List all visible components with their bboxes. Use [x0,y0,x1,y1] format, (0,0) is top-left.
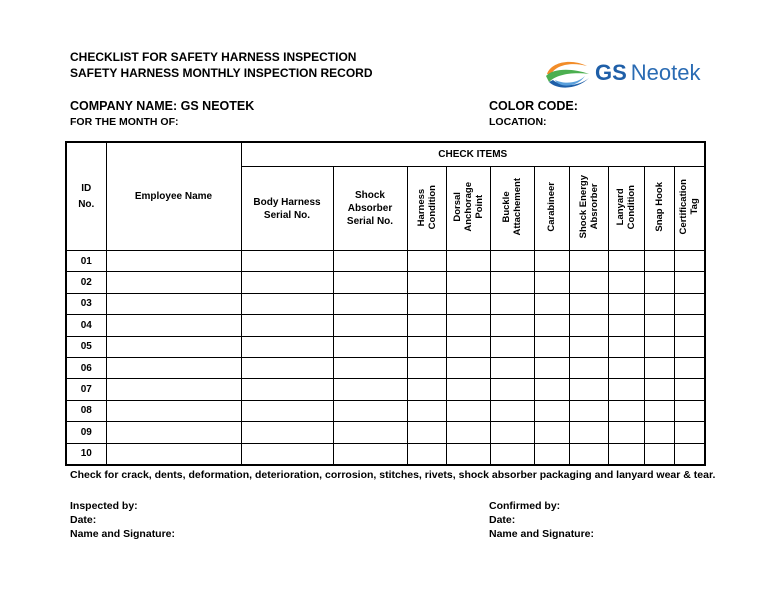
row-id: 01 [66,251,106,272]
check-cell[interactable] [490,315,534,336]
vh-text: Point [473,195,485,219]
employee-name-cell[interactable] [106,357,241,378]
buckle-attachement-header [490,167,534,251]
harness-condition-header [407,167,446,251]
check-cell[interactable] [407,293,446,314]
shock-absorber-line3: Serial No. [346,216,394,227]
employee-name-cell[interactable] [106,443,241,465]
shock-absorber-line2: Absorber [347,203,393,214]
row-id: 08 [66,400,106,421]
check-cell[interactable] [241,400,333,421]
vh-text: Attachement [512,178,523,236]
table-row [66,400,705,421]
row-id: 03 [66,293,106,314]
row-id: 10 [66,443,106,465]
inspected-by-label: Inspected by: [70,500,138,512]
check-cell[interactable] [608,400,644,421]
row-id: 04 [66,315,106,336]
check-cell[interactable] [490,293,534,314]
check-cell[interactable] [608,443,644,465]
title-line-1: CHECKLIST FOR SAFETY HARNESS INSPECTION [70,50,357,64]
check-cell[interactable] [644,336,674,357]
check-cell[interactable] [674,357,705,378]
check-cell[interactable] [569,336,608,357]
certification-tag-header [674,167,705,251]
check-cell[interactable] [490,272,534,293]
check-cell[interactable] [534,357,569,378]
check-cell[interactable] [644,443,674,465]
color-code-label: COLOR CODE: [489,99,578,113]
check-cell[interactable] [241,272,333,293]
check-cell[interactable] [333,400,407,421]
logo-text-regular: Neotek [630,60,701,85]
check-cell[interactable] [407,379,446,400]
table-row [66,336,705,357]
snap-hook-header [644,167,674,251]
check-cell[interactable] [569,315,608,336]
company-logo [543,54,733,94]
check-cell[interactable] [241,379,333,400]
vh-text: Snap Hook [653,182,665,232]
check-cell[interactable] [446,443,490,465]
check-cell[interactable] [446,336,490,357]
check-cell[interactable] [534,379,569,400]
check-cell[interactable] [644,400,674,421]
check-cell[interactable] [608,379,644,400]
table-row [66,422,705,443]
title-line-2: SAFETY HARNESS MONTHLY INSPECTION RECORD [70,66,373,80]
check-cell[interactable] [333,251,407,272]
row-id: 06 [66,357,106,378]
logo-text-bold: GS [595,60,627,85]
body-harness-header [241,167,333,251]
check-cell[interactable] [644,293,674,314]
check-cell[interactable] [241,315,333,336]
check-cell[interactable] [608,251,644,272]
check-cell[interactable] [674,251,705,272]
check-cell[interactable] [534,251,569,272]
employee-name-cell[interactable] [106,315,241,336]
check-cell[interactable] [569,443,608,465]
location-label: LOCATION: [489,116,547,128]
check-cell[interactable] [407,315,446,336]
vh-text: Lanyard [615,188,626,226]
check-cell[interactable] [674,315,705,336]
employee-name-cell[interactable] [106,293,241,314]
check-cell[interactable] [569,357,608,378]
check-cell[interactable] [333,315,407,336]
check-cell[interactable] [674,336,705,357]
date-label-right: Date: [489,514,516,526]
check-cell[interactable] [534,422,569,443]
check-cell[interactable] [644,251,674,272]
logo-text [595,60,701,86]
check-cell[interactable] [490,443,534,465]
check-cell[interactable] [490,400,534,421]
id-header-line1: ID [81,182,92,194]
check-cell[interactable] [644,422,674,443]
check-cell[interactable] [608,293,644,314]
check-cell[interactable] [608,315,644,336]
check-cell[interactable] [490,251,534,272]
check-cell[interactable] [241,422,333,443]
check-cell[interactable] [644,357,674,378]
check-cell[interactable] [644,272,674,293]
table-body [66,251,705,465]
check-cell[interactable] [534,293,569,314]
vh-text: Dorsal [451,192,463,222]
employee-name-cell[interactable] [106,272,241,293]
body-harness-line1: Body Harness [253,196,321,208]
check-cell[interactable] [490,422,534,443]
date-label-left: Date: [70,514,97,526]
name-signature-left: Name and Signature: [70,528,176,540]
lanyard-condition-header [608,167,644,251]
shock-absorber-header [333,167,407,251]
check-cell[interactable] [608,272,644,293]
table-row [66,293,705,314]
vh-text: Tag [689,198,701,216]
check-cell[interactable] [674,422,705,443]
logo-swirl-icon [543,54,593,94]
check-cell[interactable] [333,357,407,378]
check-cell[interactable] [534,400,569,421]
check-cell[interactable] [608,357,644,378]
vh-text: Buckle [501,191,512,223]
check-cell[interactable] [534,443,569,465]
check-cell[interactable] [446,379,490,400]
company-name: COMPANY NAME: GS NEOTEK [70,99,255,113]
check-cell[interactable] [333,379,407,400]
check-cell[interactable] [333,443,407,465]
check-cell[interactable] [446,251,490,272]
vh-text: Condition [426,184,438,230]
vh-text: Condition [626,184,637,230]
check-cell[interactable] [644,315,674,336]
confirmed-by-label: Confirmed by: [489,500,561,512]
check-cell[interactable] [241,443,333,465]
vh-text: Carabineer [546,182,557,232]
check-cell[interactable] [569,422,608,443]
check-cell[interactable] [569,272,608,293]
check-cell[interactable] [569,251,608,272]
check-cell[interactable] [407,422,446,443]
vh-text: Shock Energy [577,175,589,239]
check-cell[interactable] [333,272,407,293]
vh-text: Absrorber [588,184,600,230]
check-cell[interactable] [333,336,407,357]
inspection-table [65,141,706,466]
dorsal-anchorage-header [446,167,490,251]
vh-text: Certification [678,179,690,235]
check-cell[interactable] [446,293,490,314]
shock-energy-header [569,167,608,251]
check-cell[interactable] [490,357,534,378]
employee-name-cell[interactable] [106,422,241,443]
row-id: 09 [66,422,106,443]
employee-name-cell[interactable] [106,336,241,357]
body-harness-line2: Serial No. [263,209,311,221]
id-header-line2: No. [78,198,95,210]
check-cell[interactable] [407,400,446,421]
table-row [66,357,705,378]
check-cell[interactable] [407,357,446,378]
check-cell[interactable] [608,422,644,443]
check-items-header: CHECK ITEMS [241,142,705,167]
check-cell[interactable] [534,336,569,357]
table-row [66,443,705,465]
check-cell[interactable] [407,336,446,357]
check-cell[interactable] [333,422,407,443]
shock-absorber-line1: Shock [354,190,385,201]
check-cell[interactable] [490,336,534,357]
carabineer-header [534,167,569,251]
check-cell[interactable] [446,272,490,293]
check-cell[interactable] [446,422,490,443]
check-cell[interactable] [446,357,490,378]
check-cell[interactable] [534,315,569,336]
check-cell[interactable] [674,272,705,293]
vh-text: Anchorage [462,182,474,232]
month-label: FOR THE MONTH OF: [70,116,179,128]
check-cell[interactable] [569,379,608,400]
check-cell[interactable] [407,443,446,465]
inspection-note: Check for crack, dents, deformation, deterioration, corrosion, stitches, rivets, shock absorber packaging and lanyard wear & tear. [70,469,716,481]
check-cell[interactable] [569,293,608,314]
check-cell[interactable] [241,357,333,378]
vh-text: Harness [415,188,427,226]
check-cell[interactable] [569,400,608,421]
table-row [66,379,705,400]
check-cell[interactable] [241,293,333,314]
check-cell[interactable] [534,272,569,293]
check-cell[interactable] [446,315,490,336]
employee-name-header: Employee Name [106,142,241,251]
name-signature-right: Name and Signature: [489,528,595,540]
check-cell[interactable] [674,400,705,421]
row-id: 07 [66,379,106,400]
check-cell[interactable] [446,400,490,421]
table-row [66,272,705,293]
table-row [66,251,705,272]
check-cell[interactable] [674,379,705,400]
check-cell[interactable] [490,379,534,400]
check-cell[interactable] [674,293,705,314]
check-cell[interactable] [407,272,446,293]
check-cell[interactable] [407,251,446,272]
id-header [66,142,106,251]
check-cell[interactable] [674,443,705,465]
employee-name-cell[interactable] [106,379,241,400]
employee-name-cell[interactable] [106,400,241,421]
check-cell[interactable] [333,293,407,314]
employee-name-cell[interactable] [106,251,241,272]
row-id: 02 [66,272,106,293]
check-cell[interactable] [241,336,333,357]
check-cell[interactable] [241,251,333,272]
check-cell[interactable] [644,379,674,400]
check-cell[interactable] [608,336,644,357]
table-row [66,315,705,336]
row-id: 05 [66,336,106,357]
